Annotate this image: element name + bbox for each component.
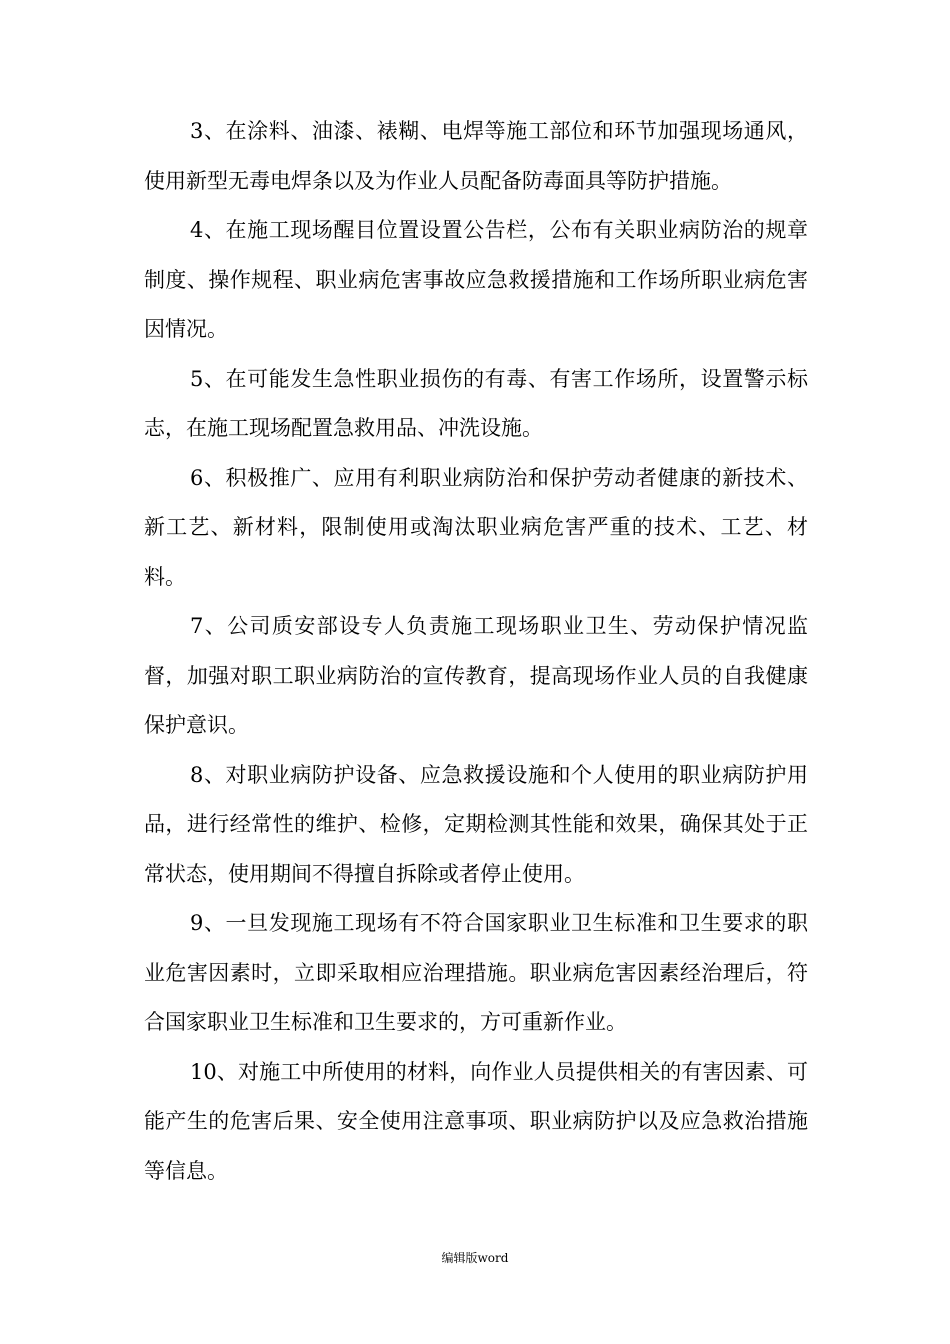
paragraph-item-10: 10、对施工中所使用的材料，向作业人员提供相关的有害因素、可能产生的危害后果、安全使用注意事项、职业病防护以及应急救治措施等信息。 [144, 1059, 808, 1183]
paragraph-item-8: 8、对职业病防护设备、应急救援设施和个人使用的职业病防护用品，进行经常性的维护、检修，定期检测其性能和效果，确保其处于正常状态，使用期间不得擅自拆除或者停止使用。 [144, 762, 808, 886]
document-body [144, 107, 808, 1196]
paragraph-item-3: 3、在涂料、油漆、裱糊、电焊等施工部位和环节加强现场通风，使用新型无毒电焊条以及为作业人员配备防毒面具等防护措施。 [144, 119, 808, 193]
paragraph-item-6: 6、积极推广、应用有利职业病防治和保护劳动者健康的新技术、新工艺、新材料，限制使用或淘汰职业病危害严重的技术、工艺、材料。 [144, 465, 808, 589]
paragraph-item-7: 7、公司质安部设专人负责施工现场职业卫生、劳动保护情况监督，加强对职工职业病防治的宣传教育，提高现场作业人员的自我健康保护意识。 [144, 614, 808, 737]
paragraph-item-5: 5、在可能发生急性职业损伤的有毒、有害工作场所，设置警示标志，在施工现场配置急救用品、冲洗设施。 [144, 366, 808, 440]
paragraph-item-9: 9、一旦发现施工现场有不符合国家职业卫生标准和卫生要求的职业危害因素时，立即采取相应治理措施。职业病危害因素经治理后，符合国家职业卫生标准和卫生要求的，方可重新作业。 [144, 911, 808, 1034]
page-footer: 编辑版word [441, 1251, 509, 1265]
paragraph-item-4: 4、在施工现场醒目位置设置公告栏，公布有关职业病防治的规章制度、操作规程、职业病危害事故应急救援措施和工作场所职业病危害因情况。 [144, 218, 808, 341]
